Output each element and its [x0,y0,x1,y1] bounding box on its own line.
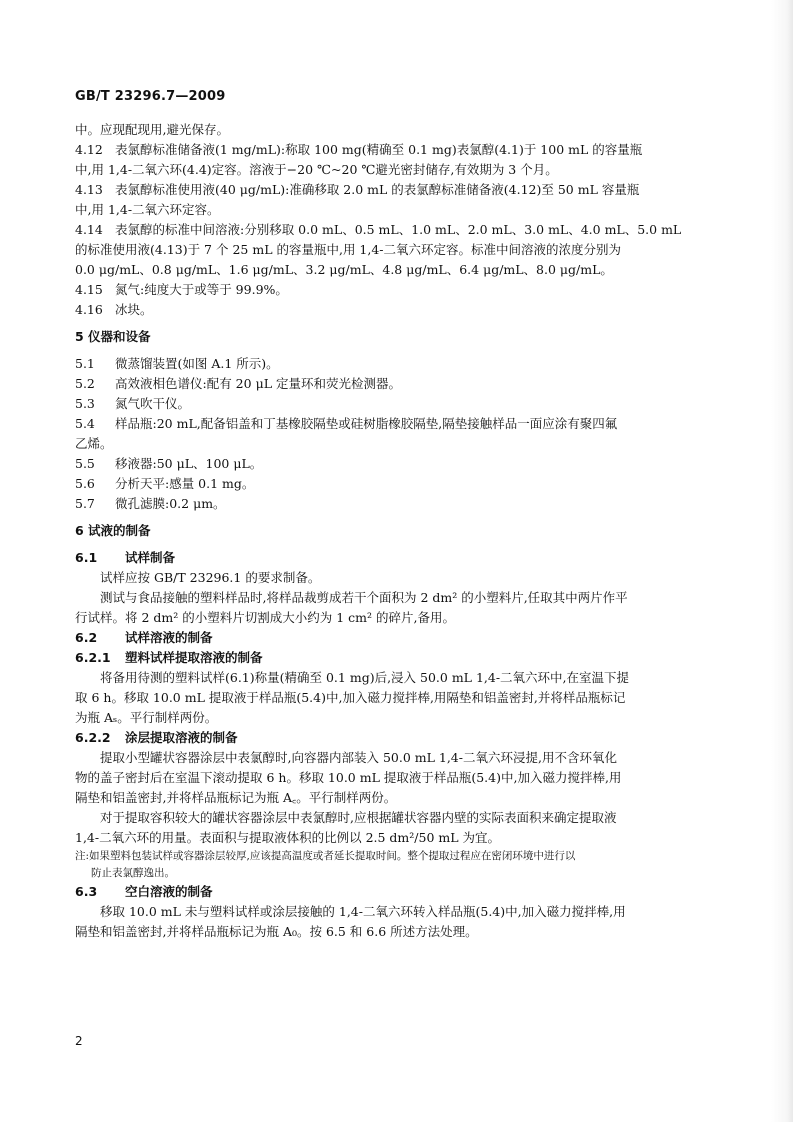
body-text-line: 物的盖子密封后在室温下滚动提取 6 h。移取 10.0 mL 提取液于样品瓶(5.4)中,加入磁力搅拌棒,用 [75,770,622,785]
clause-text: 表氯醇标准储备液(1 mg/mL):称取 100 mg(精确至 0.1 mg)表氯醇(4.1)于 100 mL 的容量瓶 [115,142,643,157]
subsection-heading [75,548,715,568]
clause-text: 氮气吹干仪。 [115,396,191,411]
numbered-clause [75,140,715,160]
body-text-line: 的标准使用液(4.13)于 7 个 25 mL 的容量瓶中,用 1,4-二氧六环定容。标准中间溶液的浓度分别为 [75,242,622,257]
document-header: GB/T 23296.7—2009 [75,89,226,104]
document-body [75,120,715,942]
body-text-line: 隔垫和铝盖密封,并将样品瓶标记为瓶 A₀。按 6.5 和 6.6 所述方法处理。 [75,924,478,939]
clause-text: 高效液相色谱仪:配有 20 μL 定量环和荧光检测器。 [115,376,401,391]
subsection-number: 6.1 [75,550,98,565]
subsection-heading [75,728,715,748]
numbered-clause [75,374,715,394]
clause-number: 5.4 [75,416,95,431]
clause-text: 样品瓶:20 mL,配备铝盖和丁基橡胶隔垫或硅树脂橡胶隔垫,隔垫接触样品一面应涂有聚四氟 [115,416,618,431]
body-text-line: 取 6 h。移取 10.0 mL 提取液于样品瓶(5.4)中,加入磁力搅拌棒,用隔垫和铝盖密封,并将样品瓶标记 [75,690,626,705]
subsection-title: 试样制备 [125,550,176,565]
body-text-line: 将备用待测的塑料试样(6.1)称量(精确至 0.1 mg)后,浸入 50.0 mL 1,4-二氧六环中,在室温下提 [100,670,630,685]
clause-number: 4.14 [75,222,103,237]
numbered-clause [75,394,715,414]
clause-number: 5.1 [75,356,95,371]
subsection-number: 6.2 [75,630,98,645]
subsection-title: 试样溶液的制备 [125,630,213,645]
note-text: 注:如果塑料包装试样或容器涂层较厚,应该提高温度或者延长提取时间。整个提取过程应在密闭环境中进行以 [75,850,576,862]
numbered-clause [75,300,715,320]
numbered-clause [75,180,715,200]
clause-number: 5.5 [75,456,95,471]
clause-number: 5.7 [75,496,95,511]
clause-text: 冰块。 [115,302,153,317]
clause-number: 5.6 [75,476,95,491]
page-number: 2 [75,1034,83,1048]
spacer [75,347,715,354]
subsection-heading [75,628,715,648]
spacer [75,514,715,521]
subsection-number: 6.2.1 [75,650,111,665]
clause-text: 分析天平:感量 0.1 mg。 [115,476,255,491]
numbered-clause [75,494,715,514]
section-heading: 6 试液的制备 [75,523,151,538]
body-text-line: 测试与食品接触的塑料样品时,将样品裁剪成若干个面积为 2 dm² 的小塑料片,任取其中两片作平 [100,590,628,605]
body-text-line: 中,用 1,4-二氧六环定容。 [75,202,220,217]
body-text-line: 乙烯。 [75,436,113,451]
clause-number: 5.2 [75,376,95,391]
clause-text: 氮气:纯度大于或等于 99.9%。 [115,282,288,297]
clause-text: 移液器:50 μL、100 μL。 [115,456,263,471]
spacer [75,541,715,548]
numbered-clause [75,454,715,474]
spacer [75,320,715,327]
body-text-line: 中,用 1,4-二氧六环(4.4)定容。溶液于−20 ℃~20 ℃避光密封储存,有效期为 3 个月。 [75,162,558,177]
body-text-line: 中。应现配现用,避光保存。 [75,122,229,137]
numbered-clause [75,280,715,300]
numbered-clause [75,220,715,240]
body-text-line: 移取 10.0 mL 未与塑料试样或涂层接触的 1,4-二氧六环转入样品瓶(5.4)中,加入磁力搅拌棒,用 [100,904,626,919]
clause-number: 5.3 [75,396,95,411]
subsection-title: 涂层提取溶液的制备 [125,730,238,745]
clause-number: 4.13 [75,182,103,197]
body-text-line: 1,4-二氧六环的用量。表面积与提取液体积的比例以 2.5 dm²/50 mL 为宜。 [75,830,501,845]
clause-text: 表氯醇标准使用液(40 μg/mL):准确移取 2.0 mL 的表氯醇标准储备液(4.12)至 50 mL 容量瓶 [115,182,640,197]
note-text-continued: 防止表氯醇逸出。 [91,867,175,879]
clause-number: 4.15 [75,282,103,297]
section-heading: 5 仪器和设备 [75,329,151,344]
clause-text: 微蒸馏装置(如图 A.1 所示)。 [115,356,279,371]
clause-number: 4.16 [75,302,103,317]
subsection-heading [75,648,715,668]
page-edge-shadow [771,0,793,1122]
clause-text: 表氯醇的标准中间溶液:分别移取 0.0 mL、0.5 mL、1.0 mL、2.0 mL、3.0 mL、4.0 mL、5.0 mL [115,222,682,237]
clause-number: 4.12 [75,142,103,157]
body-text-line: 隔垫和铝盖密封,并将样品瓶标记为瓶 A꜀。平行制样两份。 [75,790,397,805]
body-text-line: 行试样。将 2 dm² 的小塑料片切割成大小约为 1 cm² 的碎片,备用。 [75,610,455,625]
subsection-number: 6.3 [75,884,98,899]
numbered-clause [75,474,715,494]
body-text-line: 0.0 μg/mL、0.8 μg/mL、1.6 μg/mL、3.2 μg/mL、4.8 μg/mL、6.4 μg/mL、8.0 μg/mL。 [75,262,613,277]
body-text-line: 试样应按 GB/T 23296.1 的要求制备。 [100,570,321,585]
clause-text: 微孔滤膜:0.2 μm。 [115,496,226,511]
body-text-line: 提取小型罐状容器涂层中表氯醇时,向容器内部装入 50.0 mL 1,4-二氧六环浸提,用不含环氧化 [100,750,617,765]
subsection-heading [75,882,715,902]
body-text-line: 为瓶 Aₛ。平行制样两份。 [75,710,218,725]
body-text-line: 对于提取容积较大的罐状容器涂层中表氯醇时,应根据罐状容器内壁的实际表面积来确定提取液 [100,810,617,825]
numbered-clause [75,414,715,434]
subsection-title: 塑料试样提取溶液的制备 [125,650,263,665]
numbered-clause [75,354,715,374]
subsection-number: 6.2.2 [75,730,111,745]
subsection-title: 空白溶液的制备 [125,884,213,899]
